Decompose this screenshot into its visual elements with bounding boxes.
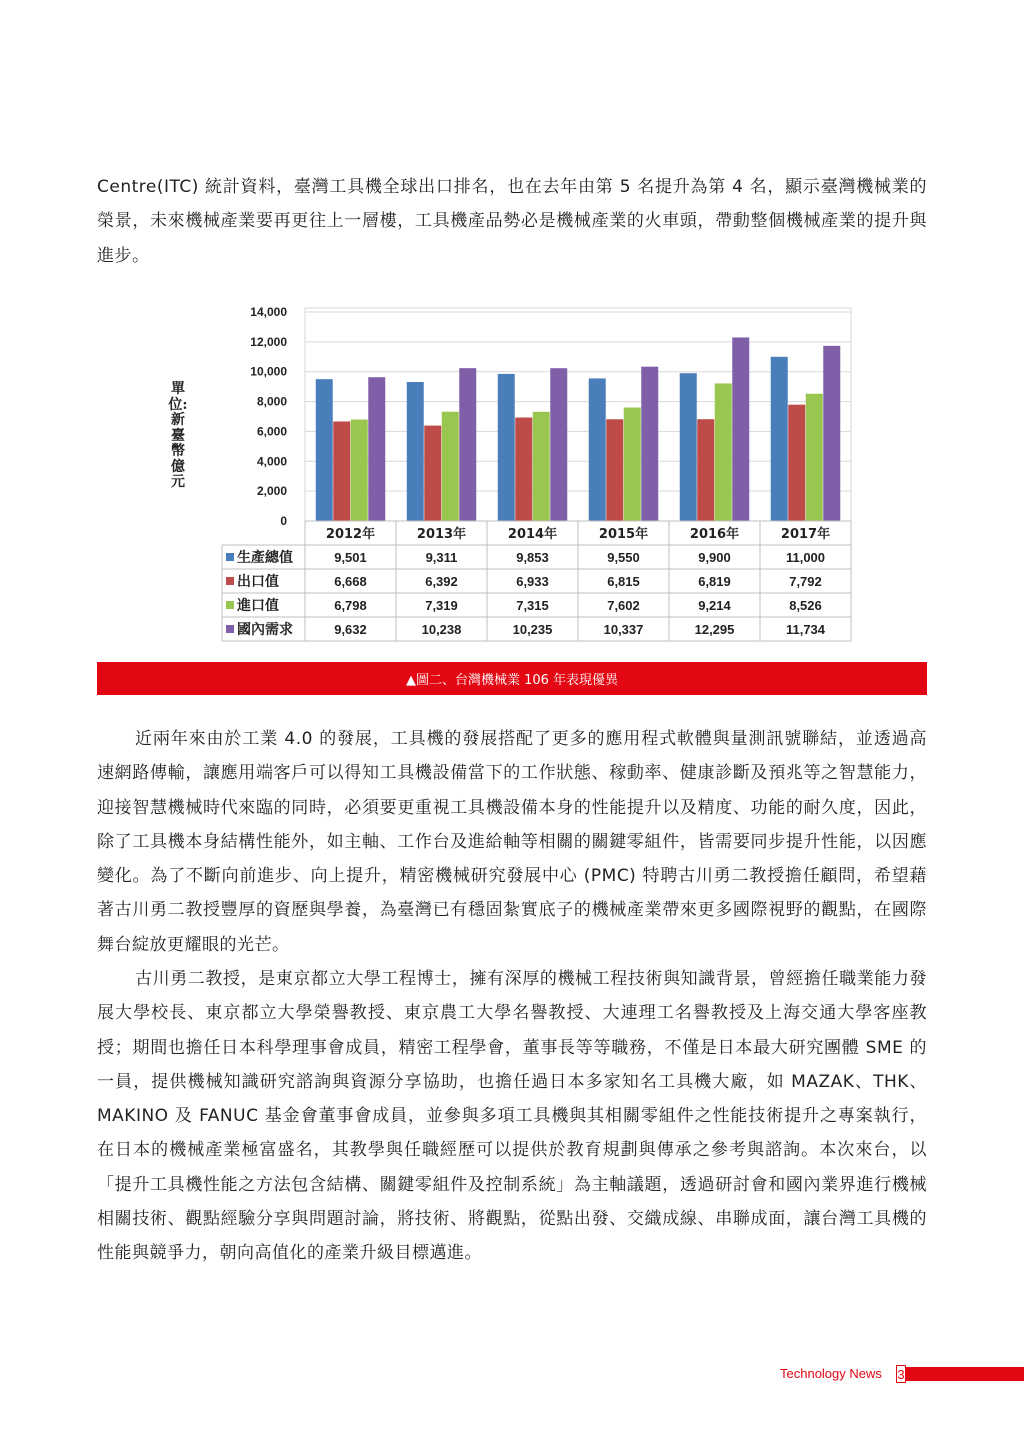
- y-tick-label: 2,000: [256, 484, 287, 499]
- data-label: 7,315: [516, 598, 549, 613]
- legend-key-4: [226, 625, 234, 633]
- intro-paragraph: Centre(ITC) 統計資料，臺灣工具機全球出口排名，也在去年由第 5 名提升為第 4 名，顯示臺灣機械業的榮景，未來機械產業要再更往上一層樓，工具機產品勢必是機械產業的火車頭，帶動整個機械產業的提升與進步。: [97, 177, 927, 266]
- data-label: 12,295: [694, 622, 735, 637]
- data-label: 8,526: [789, 598, 822, 613]
- legend-label: 出口值: [237, 574, 279, 590]
- page-number: 3: [897, 1367, 905, 1382]
- legend-key-2: [226, 577, 234, 585]
- data-label: 9,214: [698, 598, 731, 613]
- bar-4-6: [823, 346, 840, 521]
- figure-caption-bar: [97, 662, 927, 695]
- data-label: 6,798: [334, 598, 367, 613]
- legend-key-1: [226, 553, 234, 561]
- bar-1-5: [680, 373, 697, 521]
- legend-label: 國內需求: [237, 622, 293, 638]
- data-label: 9,632: [334, 622, 367, 637]
- data-label: 7,319: [425, 598, 458, 613]
- y-axis-label-text: 單位:新臺幣億元: [168, 381, 188, 490]
- footer-red-bar: [906, 1367, 1024, 1381]
- data-label: 9,550: [607, 550, 640, 565]
- data-label: 6,668: [334, 574, 367, 589]
- chart-svg: [160, 296, 860, 646]
- bar-4-2: [459, 368, 476, 521]
- y-tick-label: 0: [280, 514, 287, 528]
- bar-chart: [160, 296, 860, 646]
- bar-3-2: [442, 412, 459, 521]
- y-tick-label: 6,000: [256, 424, 287, 439]
- data-label: 11,000: [785, 550, 826, 565]
- data-label: 7,602: [607, 598, 640, 613]
- bar-4-5: [732, 337, 749, 521]
- bar-3-6: [806, 394, 823, 521]
- data-label: 9,900: [698, 550, 731, 565]
- category-label: 2013年: [416, 527, 467, 542]
- body-paragraph-1: 近兩年來由於工業 4.0 的發展，工具機的發展搭配了更多的應用程式軟體與量測訊號聯結，並透過高速網路傳輸，讓應用端客戶可以得知工具機設備當下的工作狀態、稼動率、健康診斷及預兆等之智慧能力，迎接智慧機械時代來臨的同時，必須要更重視工具機設備本身的性能提升以及精度、功能的耐久度，因此，除了工具機本身結構性能外，如主軸、工作台及進給軸等相關的關鍵零組件，皆需要同步提升性能，以因應變化。為了不斷向前進步、向上提升，精密機械研究發展中心 (PMC) 特聘古川勇二教授擔任顧問，希望藉著古川勇二教授豐厚的資歷與學養，為臺灣已有穩固紮實底子的機械產業帶來更多國際視野的觀點，在國際舞台綻放更耀眼的光芒。: [97, 729, 927, 955]
- bar-4-1: [368, 377, 385, 521]
- y-tick-label: 4,000: [256, 454, 287, 469]
- body-paragraph-2: 古川勇二教授，是東京都立大學工程博士，擁有深厚的機械工程技術與知識背景，曾經擔任職業能力發展大學校長、東京都立大學榮譽教授、東京農工大學名譽教授、大連理工名譽教授及上海交通大學客座教授；期間也擔任日本科學理事會成員，精密工程學會，董事長等等職務，不僅是日本最大研究團體 SME 的一員，提供機械知識研究諮詢與資源分享協助，也擔任過日本多家知名工具機大廠，如 MAZAK、THK、MAKINO 及 FANUC 基金會董事會成員，並參與多項工具機與其相關零組件之性能技術提升之專案執行，在日本的機械產業極富盛名，其教學與任職經歷可以提供於教育規劃與傳承之參考與諮詢。本次來台，以「提升工具機性能之方法包含結構、關鍵零組件及控制系統」為主軸議題，透過研討會和國內業界進行機械相關技術、觀點經驗分享與問題討論，將技術、將觀點，從點出發、交織成線、串聯成面，讓台灣工具機的性能與競爭力，朝向高值化的產業升級目標邁進。: [97, 969, 927, 1264]
- bar-3-5: [715, 383, 732, 521]
- y-tick-label: 12,000: [250, 334, 287, 349]
- data-label: 6,819: [698, 574, 731, 589]
- data-label: 11,734: [785, 622, 826, 637]
- legend-label: 生產總值: [237, 550, 293, 566]
- category-label: 2014年: [507, 527, 558, 542]
- data-label: 6,392: [425, 574, 458, 589]
- bar-2-2: [424, 426, 441, 521]
- data-label: 10,238: [421, 622, 462, 637]
- data-label: 7,792: [789, 574, 822, 589]
- bar-1-2: [407, 382, 424, 521]
- category-label: 2015年: [598, 527, 649, 542]
- footer-title: Technology News: [780, 1366, 882, 1381]
- bar-3-1: [351, 420, 368, 521]
- bar-1-6: [771, 357, 788, 521]
- bar-1-1: [316, 379, 333, 521]
- bar-4-4: [641, 367, 658, 521]
- data-label: 6,815: [607, 574, 640, 589]
- page-footer: [780, 1365, 1024, 1383]
- bar-2-6: [788, 405, 805, 521]
- bar-2-3: [515, 418, 532, 521]
- bar-2-4: [606, 419, 623, 521]
- plot-area: [305, 308, 851, 521]
- category-label: 2012年: [325, 527, 376, 542]
- bar-1-3: [498, 374, 515, 521]
- legend-key-3: [226, 601, 234, 609]
- data-label: 9,311: [425, 550, 458, 565]
- bar-2-5: [697, 419, 714, 521]
- data-label: 6,933: [516, 574, 549, 589]
- legend-label: 進口值: [237, 598, 279, 614]
- data-label: 9,853: [516, 550, 549, 565]
- bar-4-3: [550, 368, 567, 521]
- y-tick-label: 14,000: [250, 305, 287, 319]
- data-label: 10,235: [512, 622, 553, 637]
- bar-1-4: [589, 378, 606, 521]
- bar-2-1: [333, 421, 350, 521]
- bar-3-3: [533, 412, 550, 521]
- category-label: 2016年: [689, 527, 740, 542]
- y-tick-label: 10,000: [250, 364, 287, 379]
- data-label: 9,501: [334, 550, 367, 565]
- category-label: 2017年: [780, 527, 831, 542]
- y-tick-label: 8,000: [256, 394, 287, 409]
- figure-caption: ▲圖二、台灣機械業 106 年表現優異: [405, 673, 619, 688]
- bar-3-4: [624, 408, 641, 521]
- data-label: 10,337: [603, 622, 644, 637]
